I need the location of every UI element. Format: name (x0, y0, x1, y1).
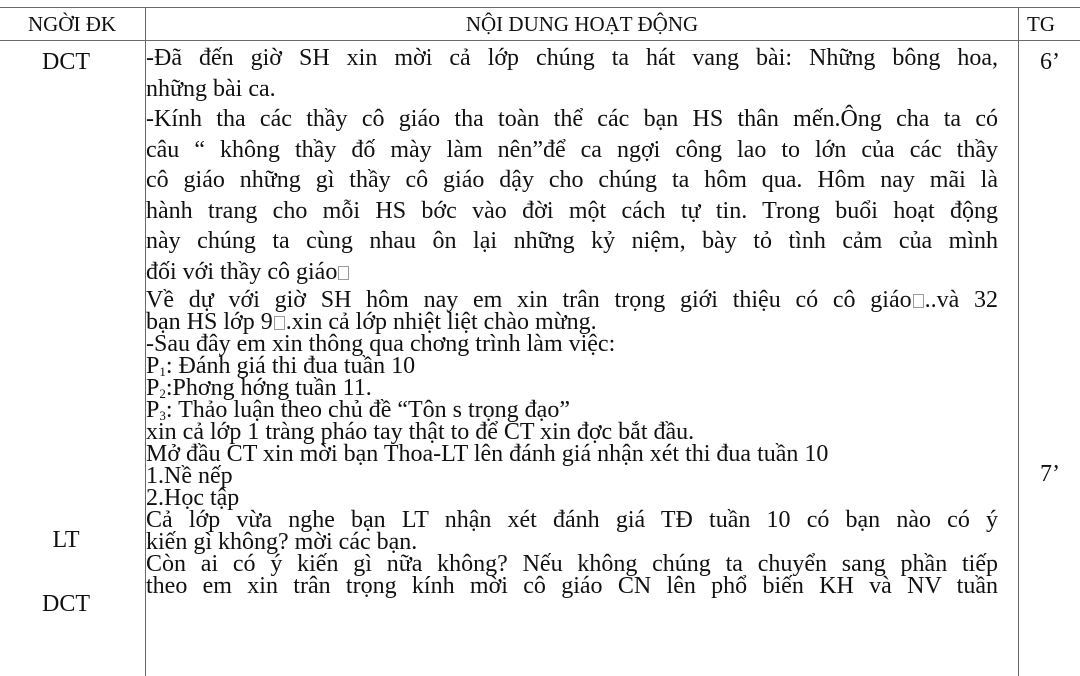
content-line: kiến gì không? mời các bạn. (146, 529, 418, 555)
content-line: -Sau đây em xin thông qua chơng trình làm việc: (146, 331, 616, 357)
header-time: TG (1019, 8, 1080, 41)
table-header-row (0, 8, 1080, 41)
content-line (146, 377, 998, 399)
content-text-fragment: bạn HS lớp 9 (146, 309, 273, 335)
content-text (146, 41, 998, 597)
content-text-fragment: Về dự với giờ SH hôm nay em xin trân trọng giới thiệu có cô giáo (146, 287, 912, 313)
content-line: xin cả lớp 1 tràng pháo tay thật to để CT xin đợc bắt đầu. (146, 419, 695, 445)
content-line: những bài ca. (146, 75, 276, 102)
subscript: 2 (159, 386, 166, 401)
content-text-fragment: :Phơng hớng tuần 11. (165, 375, 372, 401)
content-text-fragment: ..và 32 (924, 287, 998, 313)
content-line (146, 311, 998, 333)
subscript: 1 (159, 364, 166, 379)
content-text-fragment: đối với thầy cô giáo (146, 258, 338, 285)
content-line (146, 289, 998, 311)
content-line: Còn ai có ý kiến gì nữa không? Nếu không chúng ta chuyển sang phần tiếp (146, 551, 998, 577)
time-cell (1019, 41, 1080, 676)
content-line: Cả lớp vừa nghe bạn LT nhận xét đánh giá TĐ tuần 10 có bạn nào có ý (146, 507, 998, 533)
content-text-fragment: : Thảo luận theo chủ đề “Tôn s trọng đạo” (165, 397, 570, 423)
content-line (146, 399, 998, 421)
content-cell (146, 41, 1019, 676)
content-line: -Đã đến giờ SH xin mời cả lớp chúng ta hát vang bài: Những bông hoa, (146, 45, 998, 71)
content-line: hành trang cho mỗi HS bớc vào đời một cách tự tin. Trong buổi hoạt động (146, 197, 998, 224)
subscript: 3 (159, 408, 166, 423)
content-line: 1.Nề nếp (146, 463, 233, 489)
table-row (0, 41, 1080, 676)
content-text-fragment: : Đánh giá thi đua tuần 10 (165, 353, 416, 379)
content-line: theo em xin trân trọng kính mời cô giáo CN lên phổ biến KH và NV tuần (146, 573, 998, 599)
speaker-cell (0, 41, 146, 676)
speaker-label: DCT (42, 49, 90, 75)
content-line: này chúng ta cùng nhau ôn lại những kỷ niệm, bày tỏ tình cảm của mình (146, 228, 998, 254)
content-line (146, 257, 998, 288)
content-text-fragment: P (146, 397, 160, 423)
content-line: -Kính tha các thầy cô giáo tha toàn thể các bạn HS thân mến.Ông cha ta có (146, 106, 998, 132)
time-label: 7’ (1040, 461, 1060, 487)
header-speaker: NGỜI ĐK (0, 8, 146, 41)
content-line: 2.Học tập (146, 485, 240, 511)
time-label: 6’ (1040, 49, 1060, 75)
missing-glyph-icon (274, 316, 285, 330)
missing-glyph-icon (913, 294, 924, 308)
content-text-fragment: .xin cả lớp nhiệt liệt chào mừng. (285, 309, 597, 335)
speaker-label: DCT (42, 591, 90, 617)
content-line: Mở đầu CT xin mời bạn Thoa-LT lên đánh giá nhận xét thi đua tuần 10 (146, 441, 829, 467)
content-line: câu “ không thầy đố mày làm nên”để ca ngợi công lao to lớn của các thầy (146, 136, 998, 163)
content-text-fragment: P (146, 375, 160, 401)
missing-glyph-icon (338, 266, 349, 280)
header-content: NỘI DUNG HOẠT ĐỘNG (146, 8, 1019, 41)
speaker-label: LT (52, 527, 80, 553)
content-line: cô giáo những gì thầy cô giáo dậy cho chúng ta hôm qua. Hôm nay mãi là (146, 167, 998, 193)
activity-plan-table (0, 7, 1080, 676)
content-line (146, 355, 998, 377)
content-text-fragment: P (146, 353, 160, 379)
